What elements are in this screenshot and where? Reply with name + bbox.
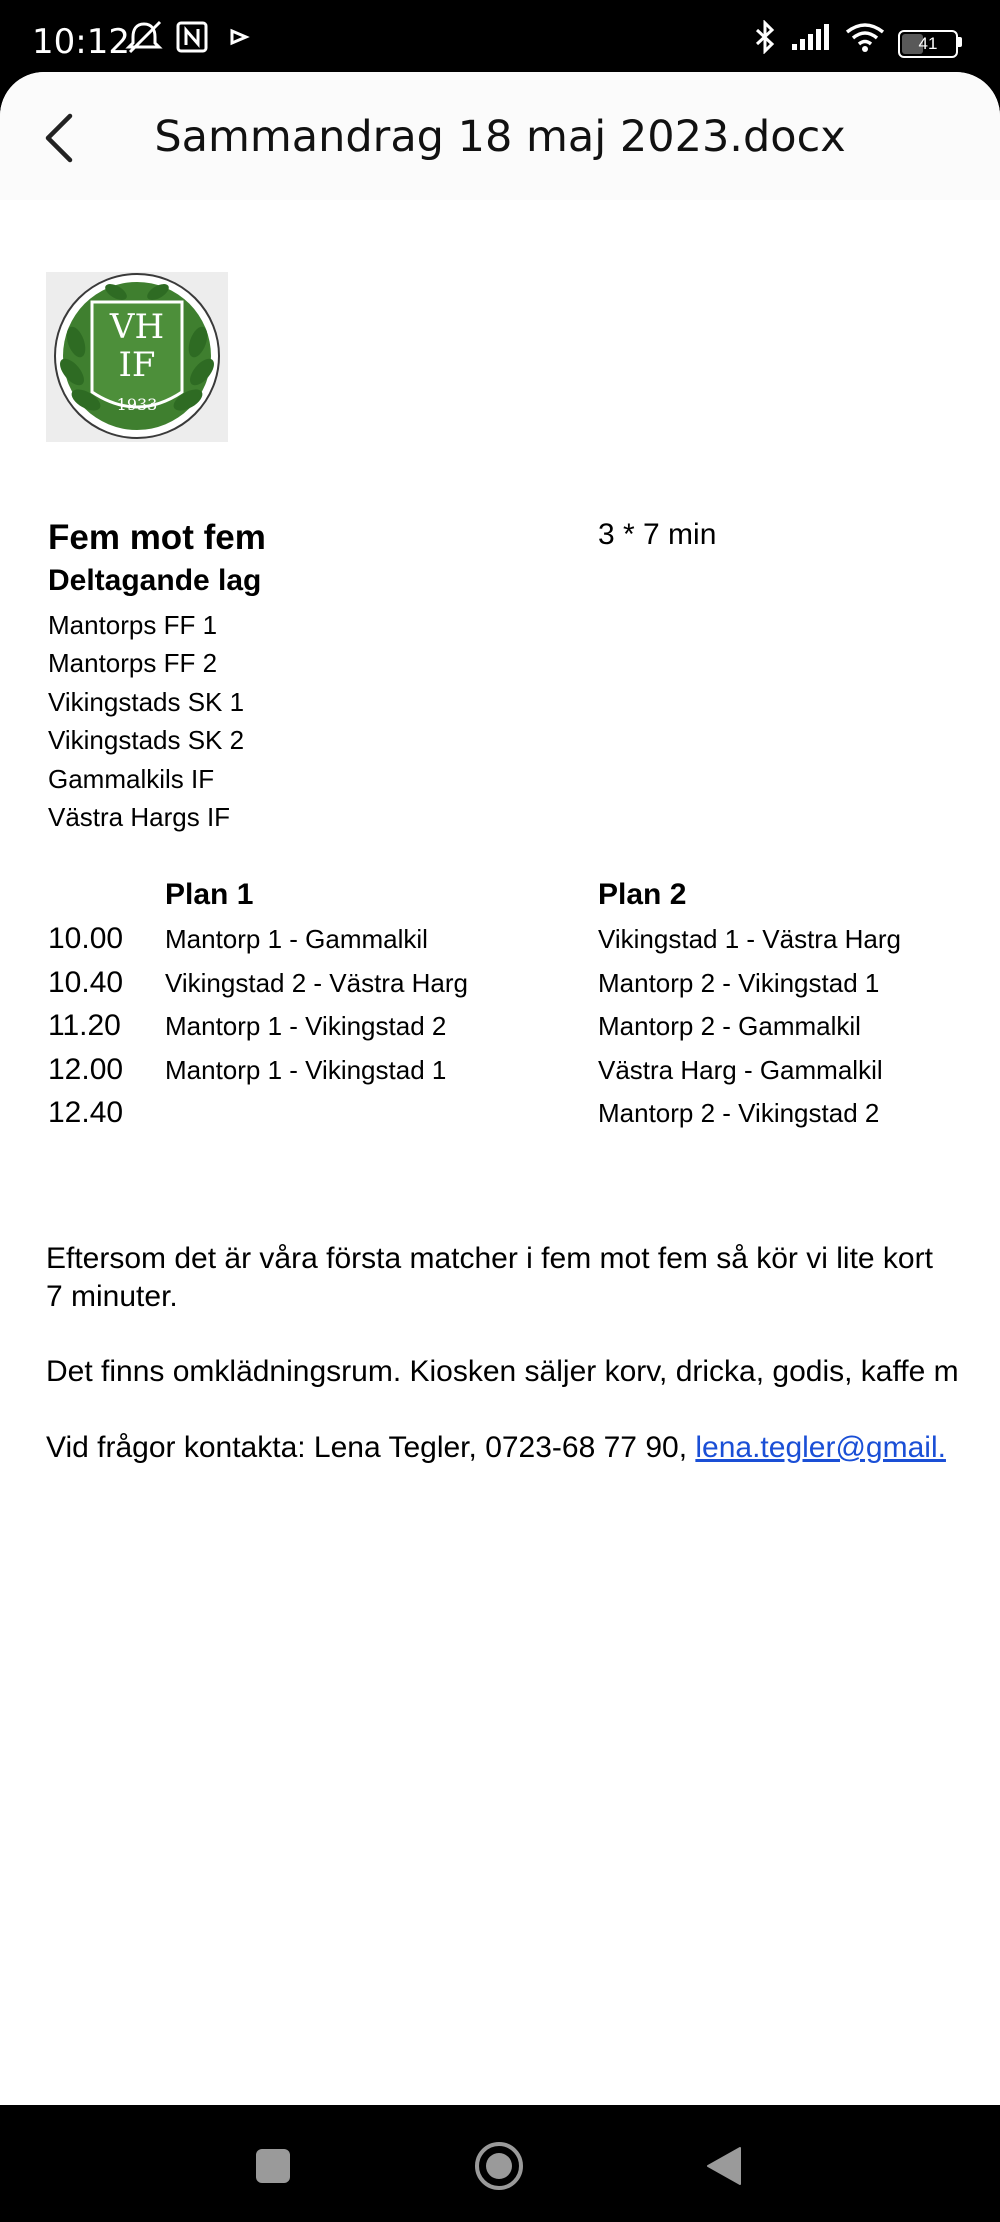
status-time: 10:12: [32, 22, 130, 62]
club-logo: [46, 272, 228, 442]
team-item: Mantorps FF 2: [48, 648, 218, 678]
signal-icon: [790, 20, 834, 54]
plan2-match: Mantorp 2 - Vikingstad 1: [598, 968, 880, 998]
plan2-match: Vikingstad 1 - Västra Harg: [598, 924, 901, 954]
navigation-bar: [0, 2105, 1000, 2222]
schedule-time: 12.40: [48, 1096, 124, 1129]
team-item: Gammalkils IF: [48, 764, 215, 794]
logo-text-if: IF: [118, 345, 156, 385]
mute-icon: [124, 20, 164, 54]
schedule-time: 11.20: [48, 1009, 121, 1042]
back-nav-button[interactable]: [704, 2145, 744, 2187]
plan1-match: Mantorp 1 - Vikingstad 1: [165, 1055, 447, 1085]
schedule-time: 10.00: [48, 922, 124, 955]
info-paragraph-line: Eftersom det är våra första matcher i fem mot fem så kör vi lite kort: [46, 1242, 933, 1275]
home-button[interactable]: [474, 2141, 524, 2191]
info-paragraph: [46, 1240, 933, 1316]
wifi-icon: [844, 20, 886, 54]
plan2-match: Mantorp 2 - Gammalkil: [598, 1011, 861, 1041]
plan2-header: Plan 2: [598, 878, 687, 911]
info-paragraph-line: 7 minuter.: [46, 1280, 178, 1313]
team-item: Västra Hargs IF: [48, 802, 231, 832]
facilities-paragraph: Det finns omklädningsrum. Kiosken säljer korv, dricka, godis, kaffe m: [46, 1355, 959, 1388]
team-item: Vikingstads SK 2: [48, 725, 245, 755]
team-item: Mantorps FF 1: [48, 610, 218, 640]
teams-heading: Deltagande lag: [48, 564, 262, 597]
email-link[interactable]: lena.tegler@gmail.: [695, 1431, 946, 1464]
schedule-time: 10.40: [48, 966, 124, 999]
document-title: Sammandrag 18 maj 2023.docx: [154, 112, 846, 162]
battery-icon: [898, 30, 958, 58]
plan1-header: Plan 1: [165, 878, 254, 911]
document-page: [0, 200, 1000, 2105]
logo-text-vh: VH: [109, 307, 165, 347]
team-item: Vikingstads SK 1: [48, 687, 245, 717]
document-viewer: [0, 72, 1000, 2105]
contact-text: Vid frågor kontakta: Lena Tegler, 0723-68 77 90,: [46, 1431, 696, 1464]
app-header: [0, 72, 1000, 200]
plan2-match: Mantorp 2 - Vikingstad 2: [598, 1098, 880, 1128]
play-icon: [228, 20, 250, 54]
plan2-match: Västra Harg - Gammalkil: [598, 1055, 883, 1085]
bluetooth-icon: [752, 20, 778, 54]
logo-text-year: 1933: [116, 395, 158, 414]
recent-apps-button[interactable]: [254, 2147, 292, 2185]
nfc-icon: [176, 20, 208, 54]
plan1-match: Mantorp 1 - Gammalkil: [165, 924, 428, 954]
battery-level-text: 41: [918, 34, 938, 53]
section-heading: Fem mot fem: [48, 518, 266, 557]
plan1-match: Mantorp 1 - Vikingstad 2: [165, 1011, 447, 1041]
status-bar: [0, 0, 1000, 72]
battery-tip: [958, 37, 962, 47]
plan1-match: Vikingstad 2 - Västra Harg: [165, 968, 468, 998]
contact-paragraph: [46, 1429, 946, 1467]
match-length: 3 * 7 min: [598, 518, 717, 551]
schedule-time: 12.00: [48, 1053, 124, 1086]
